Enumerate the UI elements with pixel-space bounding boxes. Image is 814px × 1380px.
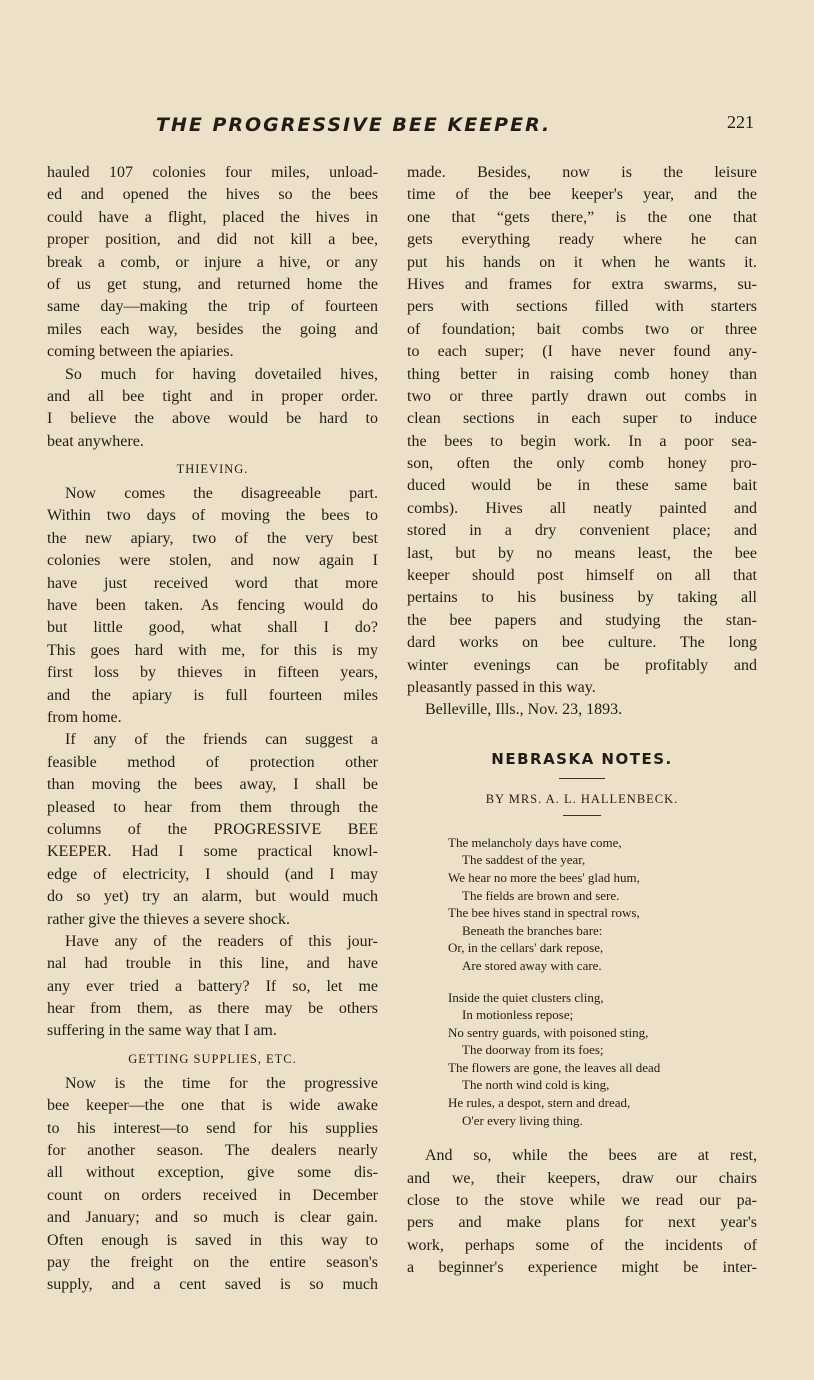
text-line: winter evenings can be profitably and xyxy=(407,656,757,674)
text-line: beat anywhere. xyxy=(47,432,144,450)
poem-line: The melancholy days have come, xyxy=(448,834,622,850)
text-line: suffering in the same way that I am. xyxy=(47,1022,277,1040)
text-line: first loss by thieves in fifteen years, xyxy=(47,664,378,682)
text-line: pleased to hear from them through the xyxy=(47,798,378,816)
text-line: If any of the friends can suggest a xyxy=(65,731,378,749)
text-line: coming between the apiaries. xyxy=(47,343,234,361)
poem-line: The saddest of the year, xyxy=(462,852,586,868)
paragraph xyxy=(47,162,378,364)
text-line: break a comb, or injure a hive, or any xyxy=(47,253,378,271)
poem xyxy=(407,834,757,1130)
paragraph xyxy=(47,729,378,931)
text-line: to his interest—to send for his supplies xyxy=(47,1119,378,1137)
text-line: the new apiary, two of the very best xyxy=(47,529,378,547)
text-line: work, perhaps some of the incidents of xyxy=(407,1236,757,1254)
poem-line: The doorway from its foes; xyxy=(462,1042,604,1058)
text-line: This goes hard with me, for this is my xyxy=(47,641,378,659)
text-line: to each super; (I have never found any- xyxy=(407,343,757,361)
text-line: have just received word that more xyxy=(47,574,378,592)
text-line: Now comes the disagreeable part. xyxy=(65,485,378,503)
text-line: the bee papers and studying the stan- xyxy=(407,611,757,629)
text-line: So much for having dovetailed hives, xyxy=(65,365,378,383)
text-line: clean sections in each super to induce xyxy=(407,410,757,428)
poem-line: O'er every living thing. xyxy=(462,1112,583,1128)
text-line: and January; and so much is clear gain. xyxy=(47,1209,378,1227)
text-line: from home. xyxy=(47,708,122,726)
text-line: I believe the above would be hard to xyxy=(47,410,378,428)
paragraph xyxy=(47,364,378,454)
text-line: do so yet) try an alarm, but would much xyxy=(47,888,378,906)
paragraph xyxy=(47,483,378,729)
text-line: last, but by no means least, the bee xyxy=(407,544,757,562)
text-line: supply, and a cent saved is so much xyxy=(47,1276,378,1294)
text-line: feasible method of protection other xyxy=(47,753,378,771)
poem-line: The bee hives stand in spectral rows, xyxy=(448,905,640,921)
poem-line: The north wind cold is king, xyxy=(462,1077,610,1093)
poem-line: The fields are brown and sere. xyxy=(462,887,620,903)
text-line: combs). Hives all neatly painted and xyxy=(407,499,757,517)
text-line: made. Besides, now is the leisure xyxy=(407,164,757,181)
section-title: NEBRASKA NOTES. xyxy=(491,749,673,768)
text-line: any ever tried a battery? If so, let me xyxy=(47,977,378,995)
text-line: Within two days of moving the bees to xyxy=(47,507,378,525)
text-line: keeper should post himself on all that xyxy=(407,567,757,585)
text-line: rather give the thieves a severe shock. xyxy=(47,910,291,928)
text-line: and we, their keepers, draw our chairs xyxy=(407,1169,757,1187)
text-line: than moving the bees away, I shall be xyxy=(47,776,378,794)
text-line: but little good, what shall I do? xyxy=(47,619,378,637)
text-line: Hives and frames for extra swarms, su- xyxy=(407,275,757,293)
text-line: ed and opened the hives so the bees xyxy=(47,186,378,204)
page-number: 221 xyxy=(727,112,754,132)
text-line: have been taken. As fencing would do xyxy=(47,597,378,615)
text-line: columns of the PROGRESSIVE BEE xyxy=(47,820,378,838)
text-line: a beginner's experience might be inter- xyxy=(407,1259,757,1277)
text-line: count on orders received in December xyxy=(47,1186,378,1204)
poem-line: Are stored away with care. xyxy=(462,957,602,973)
text-line: son, often the only comb honey pro- xyxy=(407,455,757,473)
text-line: the bees to begin work. In a poor sea- xyxy=(407,432,757,450)
poem-line: Inside the quiet clusters cling, xyxy=(448,989,604,1005)
text-line: time of the bee keeper's year, and the xyxy=(407,186,757,204)
text-line: miles each way, besides the going and xyxy=(47,320,378,338)
byline: BY MRS. A. L. HALLENBECK. xyxy=(485,791,679,806)
paragraph xyxy=(407,1145,757,1279)
poem-line: We hear no more the bees' glad hum, xyxy=(448,869,640,885)
text-line: pers with sections filled with starters xyxy=(407,298,757,316)
poem-line: In motionless repose; xyxy=(462,1007,574,1023)
text-line: pleasantly passed in this way. xyxy=(407,678,596,696)
right-column xyxy=(407,162,757,1280)
text-line: pertains to his business by taking all xyxy=(407,589,757,607)
text-line: thing better in raising comb honey than xyxy=(407,365,757,383)
text-line: gets everything ready where he can xyxy=(407,231,757,249)
text-line: put his hands on it when he wants it. xyxy=(407,253,757,271)
text-line: dard works on bee culture. The long xyxy=(407,634,757,652)
text-line: same day—making the trip of fourteen xyxy=(47,298,378,316)
text-line: two or three partly drawn out combs in xyxy=(407,387,757,405)
text-line: duced would be in these same bait xyxy=(407,477,757,495)
text-line: edge of electricity, I should (and I may xyxy=(47,865,378,883)
text-line: colonies were stolen, and now again I xyxy=(47,552,378,570)
text-line: and the apiary is full fourteen miles xyxy=(47,686,378,704)
poem-line: The flowers are gone, the leaves all dead xyxy=(448,1059,661,1075)
poem-line: No sentry guards, with poisoned sting, xyxy=(448,1024,649,1040)
text-line: Now is the time for the progressive xyxy=(65,1074,378,1092)
text-line: hear from them, as there may be others xyxy=(47,1000,378,1018)
paragraph xyxy=(47,931,378,1043)
text-line: of foundation; bait combs two or three xyxy=(407,320,757,338)
stanza-break xyxy=(407,975,757,989)
poem-line: He rules, a despot, stern and dread, xyxy=(448,1095,631,1111)
running-title: THE PROGRESSIVE BEE KEEPER. xyxy=(156,114,552,136)
text-line: close to the stove while we read our pa- xyxy=(407,1192,757,1210)
text-line: nal had trouble in this line, and have xyxy=(47,955,378,973)
subheading-getting-supplies: GETTING SUPPLIES, ETC. xyxy=(128,1051,297,1066)
text-line: bee keeper—the one that is wide awake xyxy=(47,1097,378,1115)
left-column xyxy=(47,162,378,1297)
text-line: all without exception, give some dis- xyxy=(47,1164,378,1182)
subheading-thieving: THIEVING. xyxy=(176,462,249,477)
poem-line: Beneath the branches bare: xyxy=(462,922,603,938)
text-line: stored in a dry convenient place; and xyxy=(407,522,757,540)
text-line: KEEPER. Had I some practical knowl- xyxy=(47,843,378,861)
text-line: pers and make plans for next year's xyxy=(407,1214,757,1232)
text-line: proper position, and did not kill a bee, xyxy=(47,231,378,249)
text-line: Have any of the readers of this jour- xyxy=(65,932,378,950)
text-line: and all bee tight and in proper order. xyxy=(47,387,378,405)
text-line: pay the freight on the entire season's xyxy=(47,1253,378,1271)
text-line: could have a flight, placed the hives in xyxy=(47,208,378,226)
paragraph xyxy=(407,162,757,699)
text-line: hauled 107 colonies four miles, unload- xyxy=(47,164,378,181)
text-line: And so, while the bees are at rest, xyxy=(425,1147,757,1165)
paragraph xyxy=(47,1073,378,1297)
page-header xyxy=(0,112,814,142)
text-line: of us get stung, and returned home the xyxy=(47,275,378,293)
poem-line: Or, in the cellars' dark repose, xyxy=(448,940,604,956)
text-line: one that “gets there,” is the one that xyxy=(407,208,757,226)
dateline: Belleville, Ills., Nov. 23, 1893. xyxy=(425,701,623,719)
text-line: for another season. The dealers nearly xyxy=(47,1142,378,1160)
text-line: Often enough is saved in this way to xyxy=(47,1231,378,1249)
